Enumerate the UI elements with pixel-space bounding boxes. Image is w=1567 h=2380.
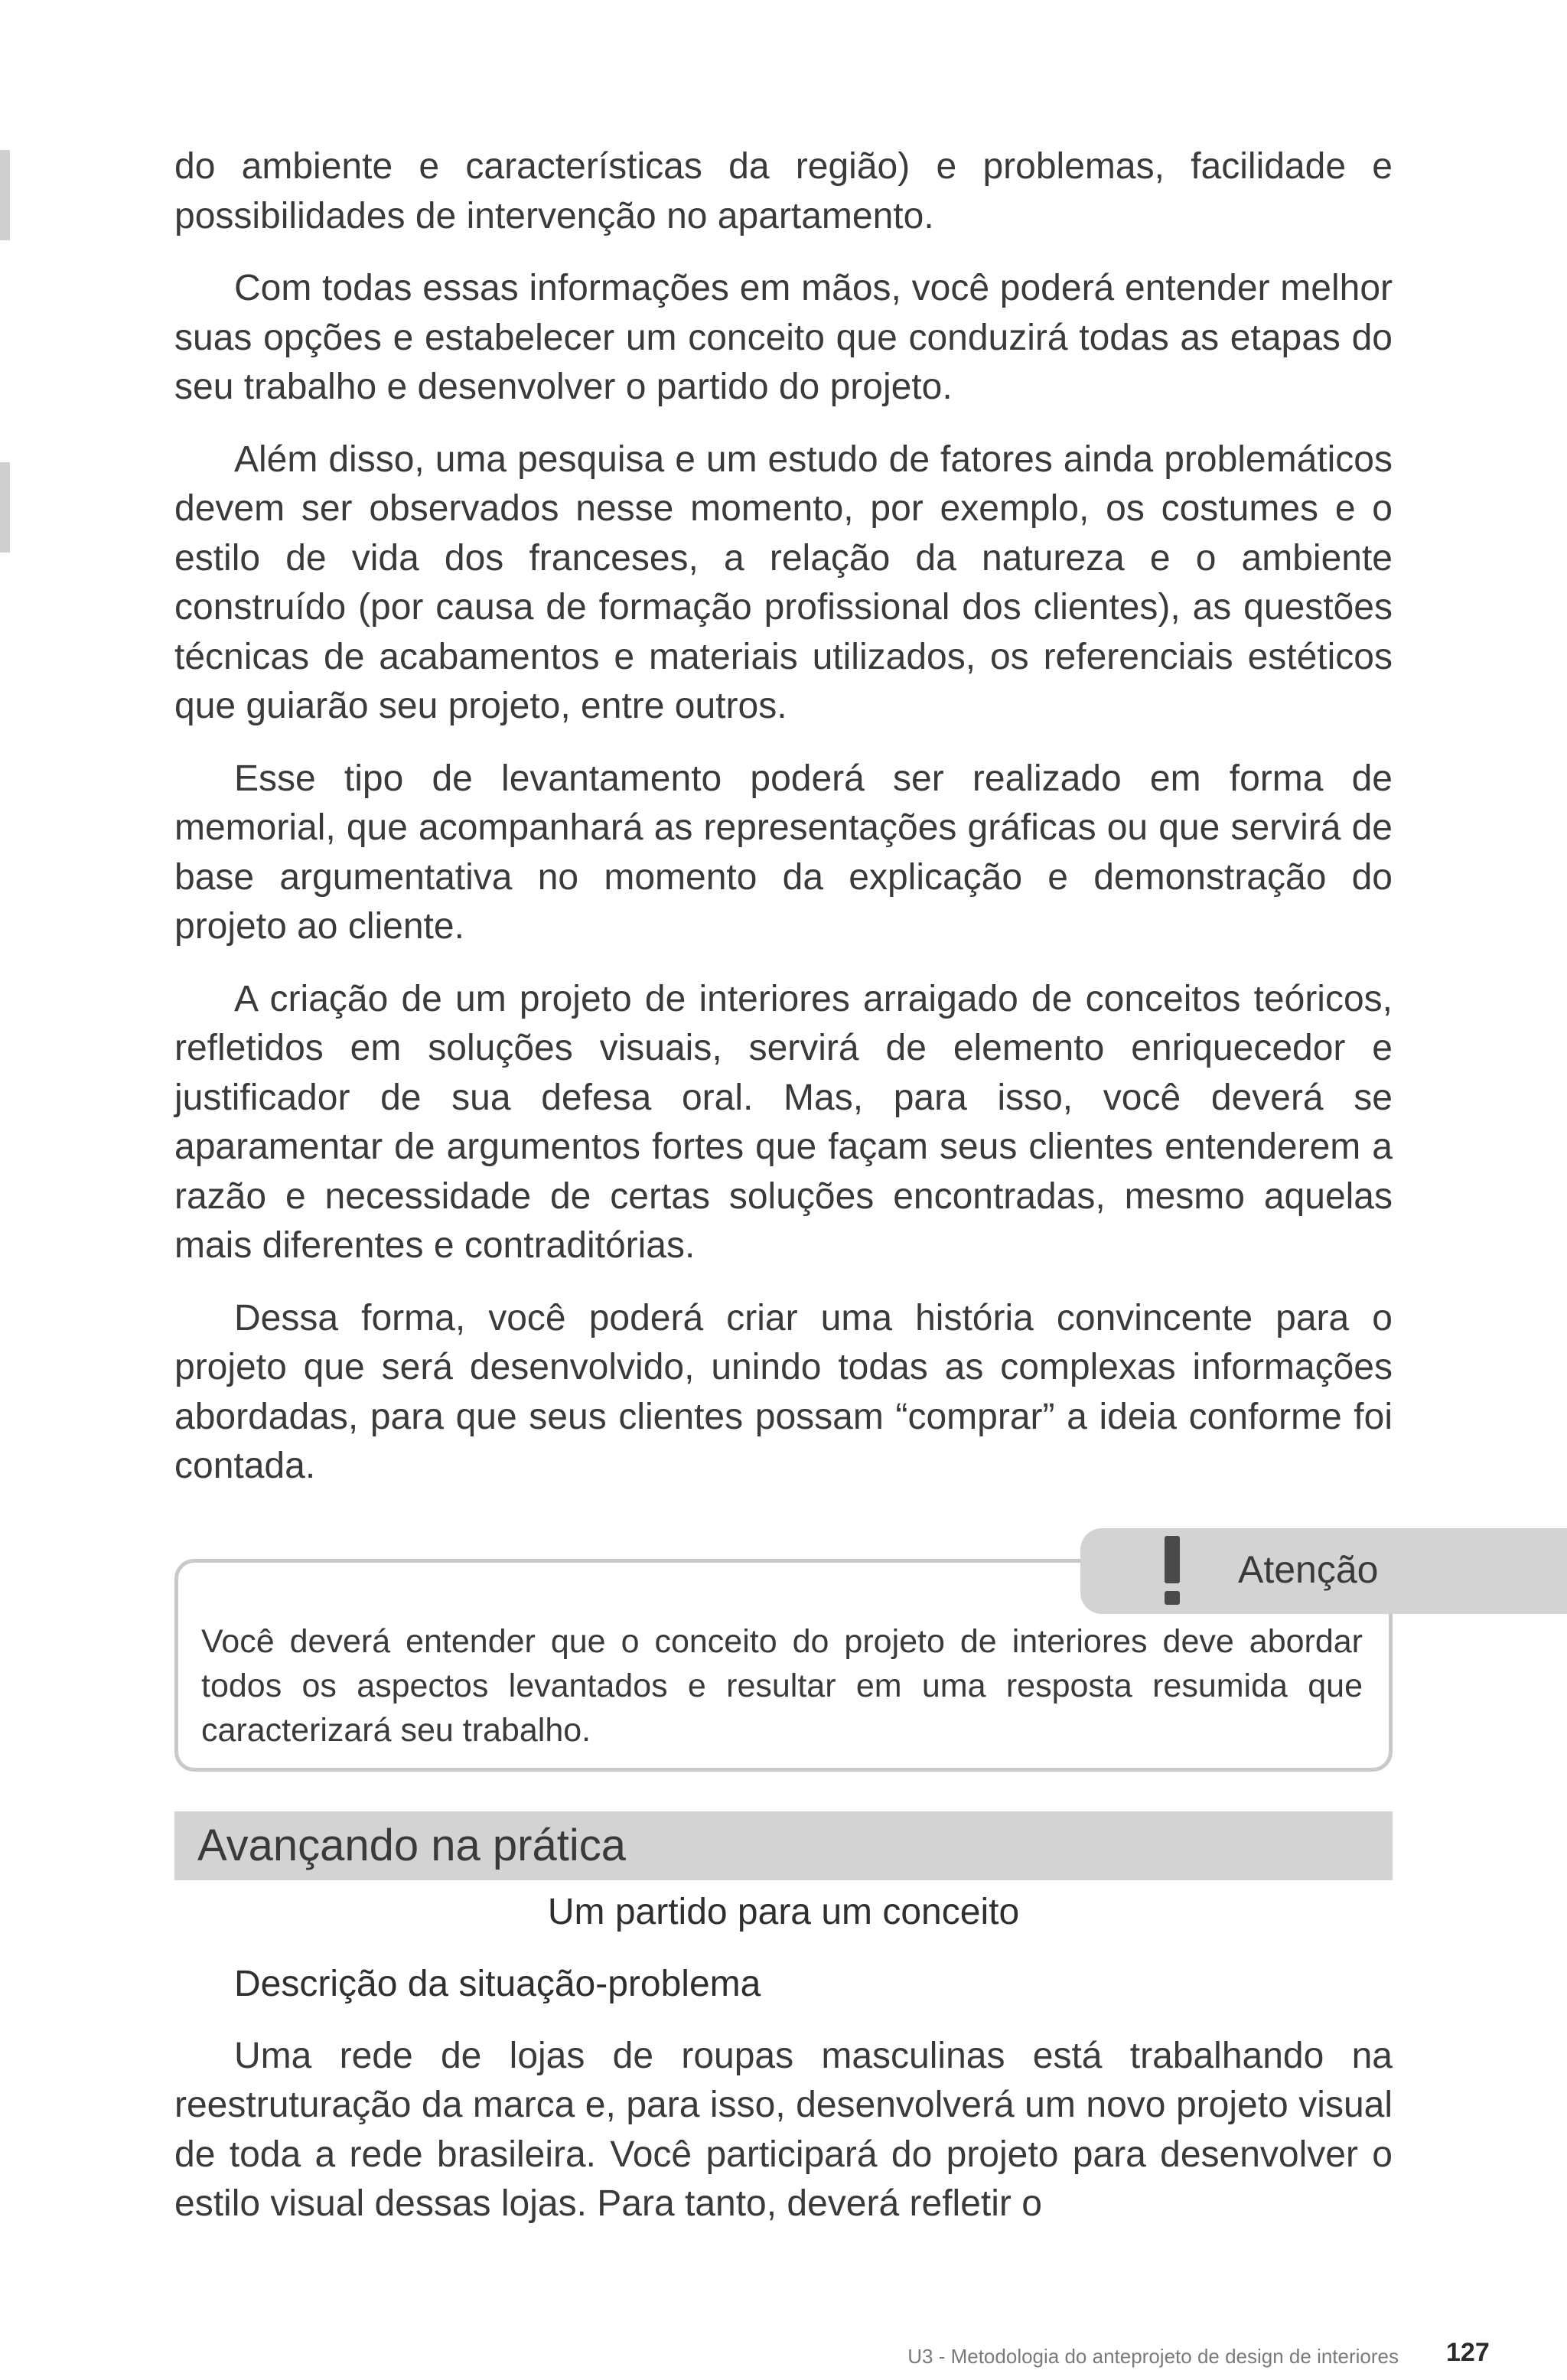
attention-text: Você deverá entender que o conceito do projeto de interiores deve abordar todos os aspectos levantados e resultar em uma resposta resumida que caracterizará seu trabalho. [201, 1622, 1363, 1749]
section-subtitle: Um partido para um conceito [547, 1891, 1020, 1932]
exclamation-icon [1165, 1536, 1180, 1606]
section-title: Avançando na prática [197, 1820, 627, 1870]
footer-chapter: U3 - Metodologia do anteprojeto de design de interiores [907, 2345, 1399, 2368]
section-subheading: Descrição da situação-problema [234, 1963, 761, 2004]
attention-tab [1080, 1528, 1567, 1614]
body-paragraph: Uma rede de lojas de roupas masculinas está trabalhando na reestruturação da marca e, para isso, desenvolverá um novo projeto visual de toda a rede brasileira. Você participará do projeto para desenvolver o estilo visual dessas lojas. Para tanto, deverá refletir o [174, 2035, 1393, 2224]
page-footer [0, 2328, 1567, 2374]
attention-label: Atenção [1238, 1547, 1379, 1591]
page-number: 127 [1446, 2338, 1490, 2367]
page-edge-marker [0, 150, 10, 240]
page-body [174, 142, 1393, 2252]
body-paragraph: Além disso, uma pesquisa e um estudo de fatores ainda problemáticos devem ser observados nesse momento, por exemplo, os costumes e o estilo de vida dos franceses, a relação da natureza e o ambiente construído (por causa de formação profissional dos clientes), as questões técnicas de acabamentos e materiais utilizados, os referenciais estéticos que guiarão seu projeto, entre outros. [174, 439, 1393, 726]
body-paragraph: Dessa forma, você poderá criar uma história convincente para o projeto que será desenvolvido, unindo todas as complexas informações abordadas, para que seus clientes possam “comprar” a ideia conforme foi contada. [174, 1297, 1393, 1486]
body-paragraph: A criação de um projeto de interiores arraigado de conceitos teóricos, refletidos em soluções visuais, servirá de elemento enriquecedor e justificador de sua defesa oral. Mas, para isso, você deverá se aparamentar de argumentos fortes que façam seus clientes entenderem a razão e necessidade de certas soluções encontradas, mesmo aquelas mais diferentes e contraditórias. [174, 978, 1393, 1266]
body-paragraph: Com todas essas informações em mãos, você poderá entender melhor suas opções e estabelecer um conceito que conduzirá todas as etapas do seu trabalho e desenvolver o partido do projeto. [174, 268, 1393, 407]
attention-callout [174, 1528, 1393, 1772]
section-header [174, 1811, 1393, 1880]
body-paragraph: Esse tipo de levantamento poderá ser realizado em forma de memorial, que acompanhará as representações gráficas ou que servirá de base argumentativa no momento da explicação e demonstração do projeto ao cliente. [174, 758, 1393, 947]
body-paragraph: do ambiente e características da região) e problemas, facilidade e possibilidades de intervenção no apartamento. [174, 146, 1393, 236]
page-edge-marker [0, 462, 10, 553]
